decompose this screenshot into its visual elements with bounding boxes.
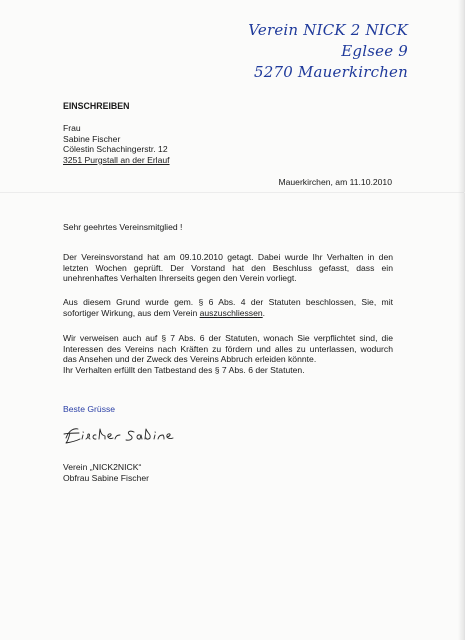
letterhead-street: Eglsee 9 — [341, 42, 408, 60]
paragraph-decision — [63, 252, 393, 284]
paragraph-exclusion — [63, 297, 393, 318]
sender-officer: Obfrau Sabine Fischer — [63, 472, 149, 483]
page-edge-shadow — [458, 0, 464, 640]
paragraph-line: Der Vereinsvorstand hat am 09.10.2010 getagt. Dabei wurde Ihr Verhalten in den — [63, 252, 393, 262]
recipient-city: 3251 Purgstall an der Erlauf — [63, 154, 170, 165]
sender-block — [63, 462, 149, 483]
recipient-title: Frau — [63, 123, 81, 133]
paragraph-line — [63, 308, 393, 319]
letterhead-club-name: Verein NICK 2 NICK — [248, 21, 408, 39]
paragraph-statutes — [63, 333, 393, 375]
exclusion-text: sofortiger Wirkung, aus dem Verein — [63, 307, 200, 318]
recipient-street: Cölestin Schachingerstr. 12 — [63, 144, 168, 155]
recipient-name: Sabine Fischer — [63, 133, 121, 144]
paragraph-line: das Ansehen und der Zweck des Vereins Abbruch erleiden könnte. — [63, 354, 317, 365]
handwritten-signature — [60, 424, 190, 446]
paragraph-line: letzten Wochen geprüft. Der Vorstand hat den Beschluss gefasst, dass ein — [63, 262, 393, 273]
recipient-address — [63, 123, 170, 165]
paragraph-line: Interessen des Vereins nach Kräften zu fördern und alles zu unterlassen, wodurch — [63, 343, 393, 354]
paragraph-line: Wir verweisen auch auf § 7 Abs. 6 der Statuten, wonach Sie verpflichtet sind, die — [63, 333, 393, 343]
closing-greeting: Beste Grüsse — [63, 404, 116, 414]
letterhead — [248, 20, 408, 83]
letterhead-city: 5270 Mauerkirchen — [253, 63, 408, 81]
exclusion-period: . — [262, 307, 266, 318]
salutation: Sehr geehrtes Vereinsmitglied ! — [63, 222, 183, 232]
paragraph-line: Aus diesem Grund wurde gem. § 6 Abs. 4 der Statuten beschlossen, Sie, mit — [63, 297, 393, 307]
paragraph-line: Ihr Verhalten erfüllt den Tatbestand des § 7 Abs. 6 der Statuten. — [63, 364, 305, 375]
paper-fold-line — [0, 192, 465, 193]
sender-club: Verein „NICK2NICK“ — [63, 462, 142, 472]
exclusion-underlined-word: auszuschliessen — [199, 307, 263, 318]
mail-type-label: EINSCHREIBEN — [63, 101, 130, 111]
date-line: Mauerkirchen, am 11.10.2010 — [278, 177, 392, 187]
paragraph-line: unehrenhaftes Verhalten Ihrerseits gegen den Verein vorliegt. — [63, 273, 297, 284]
